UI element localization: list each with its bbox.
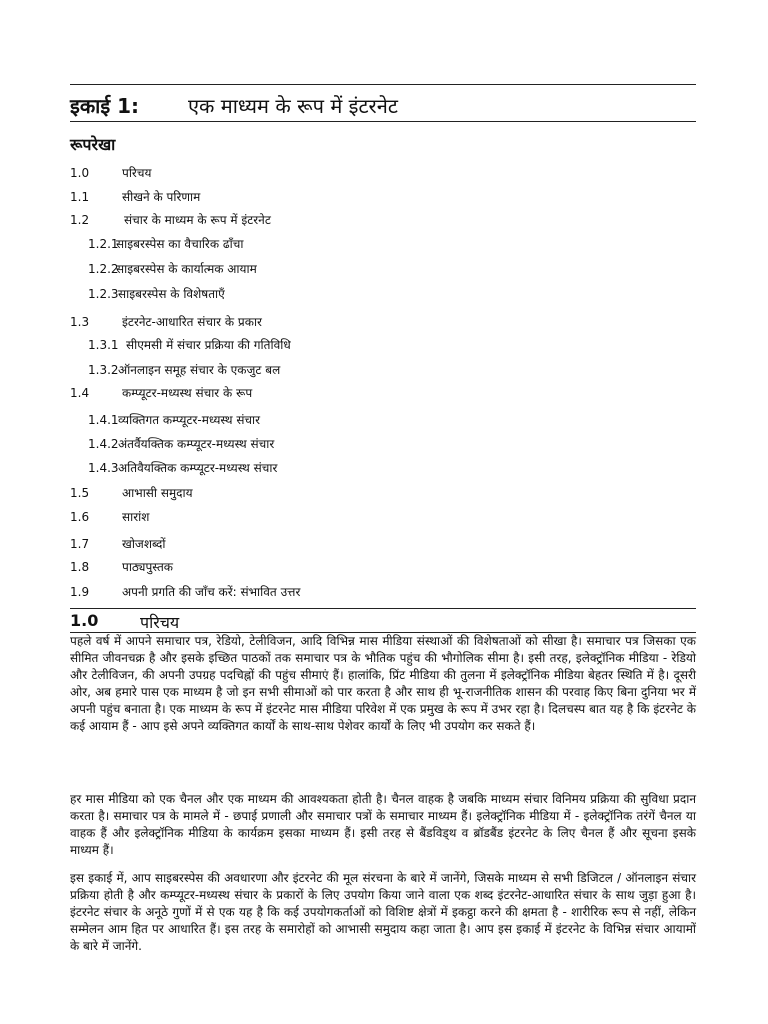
outline-item-text: सीखने के परिणाम [122,190,201,204]
outline-heading: रूपरेखा [70,135,116,154]
outline-item-number: 1.5 [70,486,90,500]
outline-item-number: 1.4.3 [88,461,119,475]
outline-item-text: खोजशब्दों [122,537,166,551]
outline-item-number: 1.6 [70,510,90,524]
outline-item-number: 1.7 [70,537,90,551]
unit-title-text: एक माध्यम के रूप में इंटरनेट [188,94,398,118]
intro-paragraph-2: हर मास मीडिया को एक चैनल और एक माध्यम की आवश्यकता होती है। चैनल वाहक है जबकि माध्यम संचार विनिमय प्रक्रिया की सुविधा प्रदान करता है। समाचार पत्र के मामले में - छपाई प्रणाली और समाचार पत्रों के समाचार माध्यम हैं। इलेक्ट्रॉनिक मीडिया में - इलेक्ट्रॉनिक तरंगें चैनल या वाहक हैं और इलेक्ट्रॉनिक मीडिया के कार्यक्रम इसका माध्यम हैं। इसी तरह से बैंडविड्थ व ब्रॉडबैंड इंटरनेट के लिए चैनल हैं और सूचना इसके माध्यम हैं। [70,792,696,857]
outline-item-text: पाठ्यपुस्तक [122,560,174,574]
outline-item-number: 1.1 [70,190,90,204]
title-rule [70,121,696,122]
outline-item-text: अपनी प्रगति की जाँच करें: संभावित उत्तर [122,585,301,599]
section-top-rule [70,608,696,609]
unit-title [70,92,398,119]
outline-item-text: साइबरस्पेस के कार्यात्मक आयाम [116,262,257,276]
outline-item-number: 1.3.2 [88,363,119,377]
outline-item-number: 1.2 [70,213,90,227]
outline-item-text: परिचय [122,166,152,180]
outline-item-number: 1.2.3 [88,287,119,301]
outline-item-number: 1.3.1 [88,338,119,352]
top-rule [70,84,696,85]
outline-item-text: सीएमसी में संचार प्रक्रिया की गतिविधि [126,338,291,352]
outline-item-text: अतिवैयक्तिक कम्प्यूटर-मध्यस्थ संचार [118,461,278,475]
outline-item-text: अंतर्वैयक्तिक कम्प्यूटर-मध्यस्थ संचार [118,437,275,451]
section-number: 1.0 [70,611,99,630]
section-heading [70,611,180,632]
outline-item-text: कम्प्यूटर-मध्यस्थ संचार के रूप [122,386,253,400]
outline-item-number: 1.2.2 [88,262,119,276]
outline-item-number: 1.2.1 [88,237,119,251]
outline-item-text: सारांश [122,510,150,524]
outline-item-text: व्यक्तिगत कम्प्यूटर-मध्यस्थ संचार [118,413,261,427]
outline-item-text: संचार के माध्यम के रूप में इंटरनेट [124,213,271,227]
outline-item-number: 1.4 [70,386,90,400]
outline-item-text: साइबरस्पेस के विशेषताएँ [118,287,225,301]
outline-item-text: साइबरस्पेस का वैचारिक ढाँचा [116,237,244,251]
intro-paragraph-1: पहले वर्ष में आपने समाचार पत्र, रेडियो, टेलीविजन, आदि विभिन्न मास मीडिया संस्थाओं की विशेषताओं को सीखा है। समाचार पत्र जिसका एक सीमित जीवनचक्र है और इसके इच्छित पाठकों तक समाचार पत्र के भौतिक पहुंच की भौगोलिक सीमा है। इसी तरह, इलेक्ट्रॉनिक मीडिया - रेडियो और टेलीविजन, की अपनी उपग्रह पदचिह्नों की पहुंच सीमाएं हैं। हालांकि, प्रिंट मीडिया की तुलना में इलेक्ट्रॉनिक मीडिया बेहतर स्थिति में है। दूसरी ओर, अब हमारे पास एक माध्यम है जो इन सभी सीमाओं को पार करता है और साथ ही भू-राजनीतिक शासन की परवाह किए बिना दुनिया भर में अपनी पहुंच बनाता है। एक माध्यम के रूप में इंटरनेट मास मीडिया परिवेश में एक प्रमुख के रूप में उभर रहा है। दिलचस्प बात यह है कि इंटरनेट के कई आयाम हैं - आप इसे अपने व्यक्तिगत कार्यों के साथ-साथ पेशेवर कार्यों के लिए भी उपयोग कर सकते हैं। [70,634,696,733]
unit-label: इकाई 1: [70,94,140,118]
outline-item-number: 1.4.1 [88,413,119,427]
outline-item-number: 1.4.2 [88,437,119,451]
outline-item-number: 1.0 [70,166,90,180]
outline-item-text: ऑनलाइन समूह संचार के एकजुट बल [118,363,281,377]
outline-item-text: इंटरनेट-आधारित संचार के प्रकार [122,315,262,329]
outline-item-number: 1.9 [70,585,90,599]
outline-item-text: आभासी समुदाय [122,486,193,500]
section-title: परिचय [140,613,180,632]
outline-item-number: 1.8 [70,560,90,574]
intro-paragraph-3: इस इकाई में, आप साइबरस्पेस की अवधारणा और इंटरनेट की मूल संरचना के बारे में जानेंगे, जिसके माध्यम से सभी डिजिटल / ऑनलाइन संचार प्रक्रिया होती है और कम्प्यूटर-मध्यस्थ संचार के प्रकारों के लिए उपयोग किया जाने वाला एक शब्द इंटरनेट-आधारित संचार के साथ जुड़ा हुआ है। इंटरनेट संचार के अनूठे गुणों में से एक यह है कि कई उपयोगकर्ताओं को विशिष्ट क्षेत्रों में इकट्ठा करने की क्षमता है - शारीरिक रूप से नहीं, लेकिन सम्मेलन आम हित पर आधारित हैं। इस तरह के समारोहों को आभासी समुदाय कहा जाता है। आप इस इकाई में इंटरनेट के विभिन्न संचार आयामों के बारे में जानेंगे. [70,871,696,953]
outline-item-number: 1.3 [70,315,90,329]
